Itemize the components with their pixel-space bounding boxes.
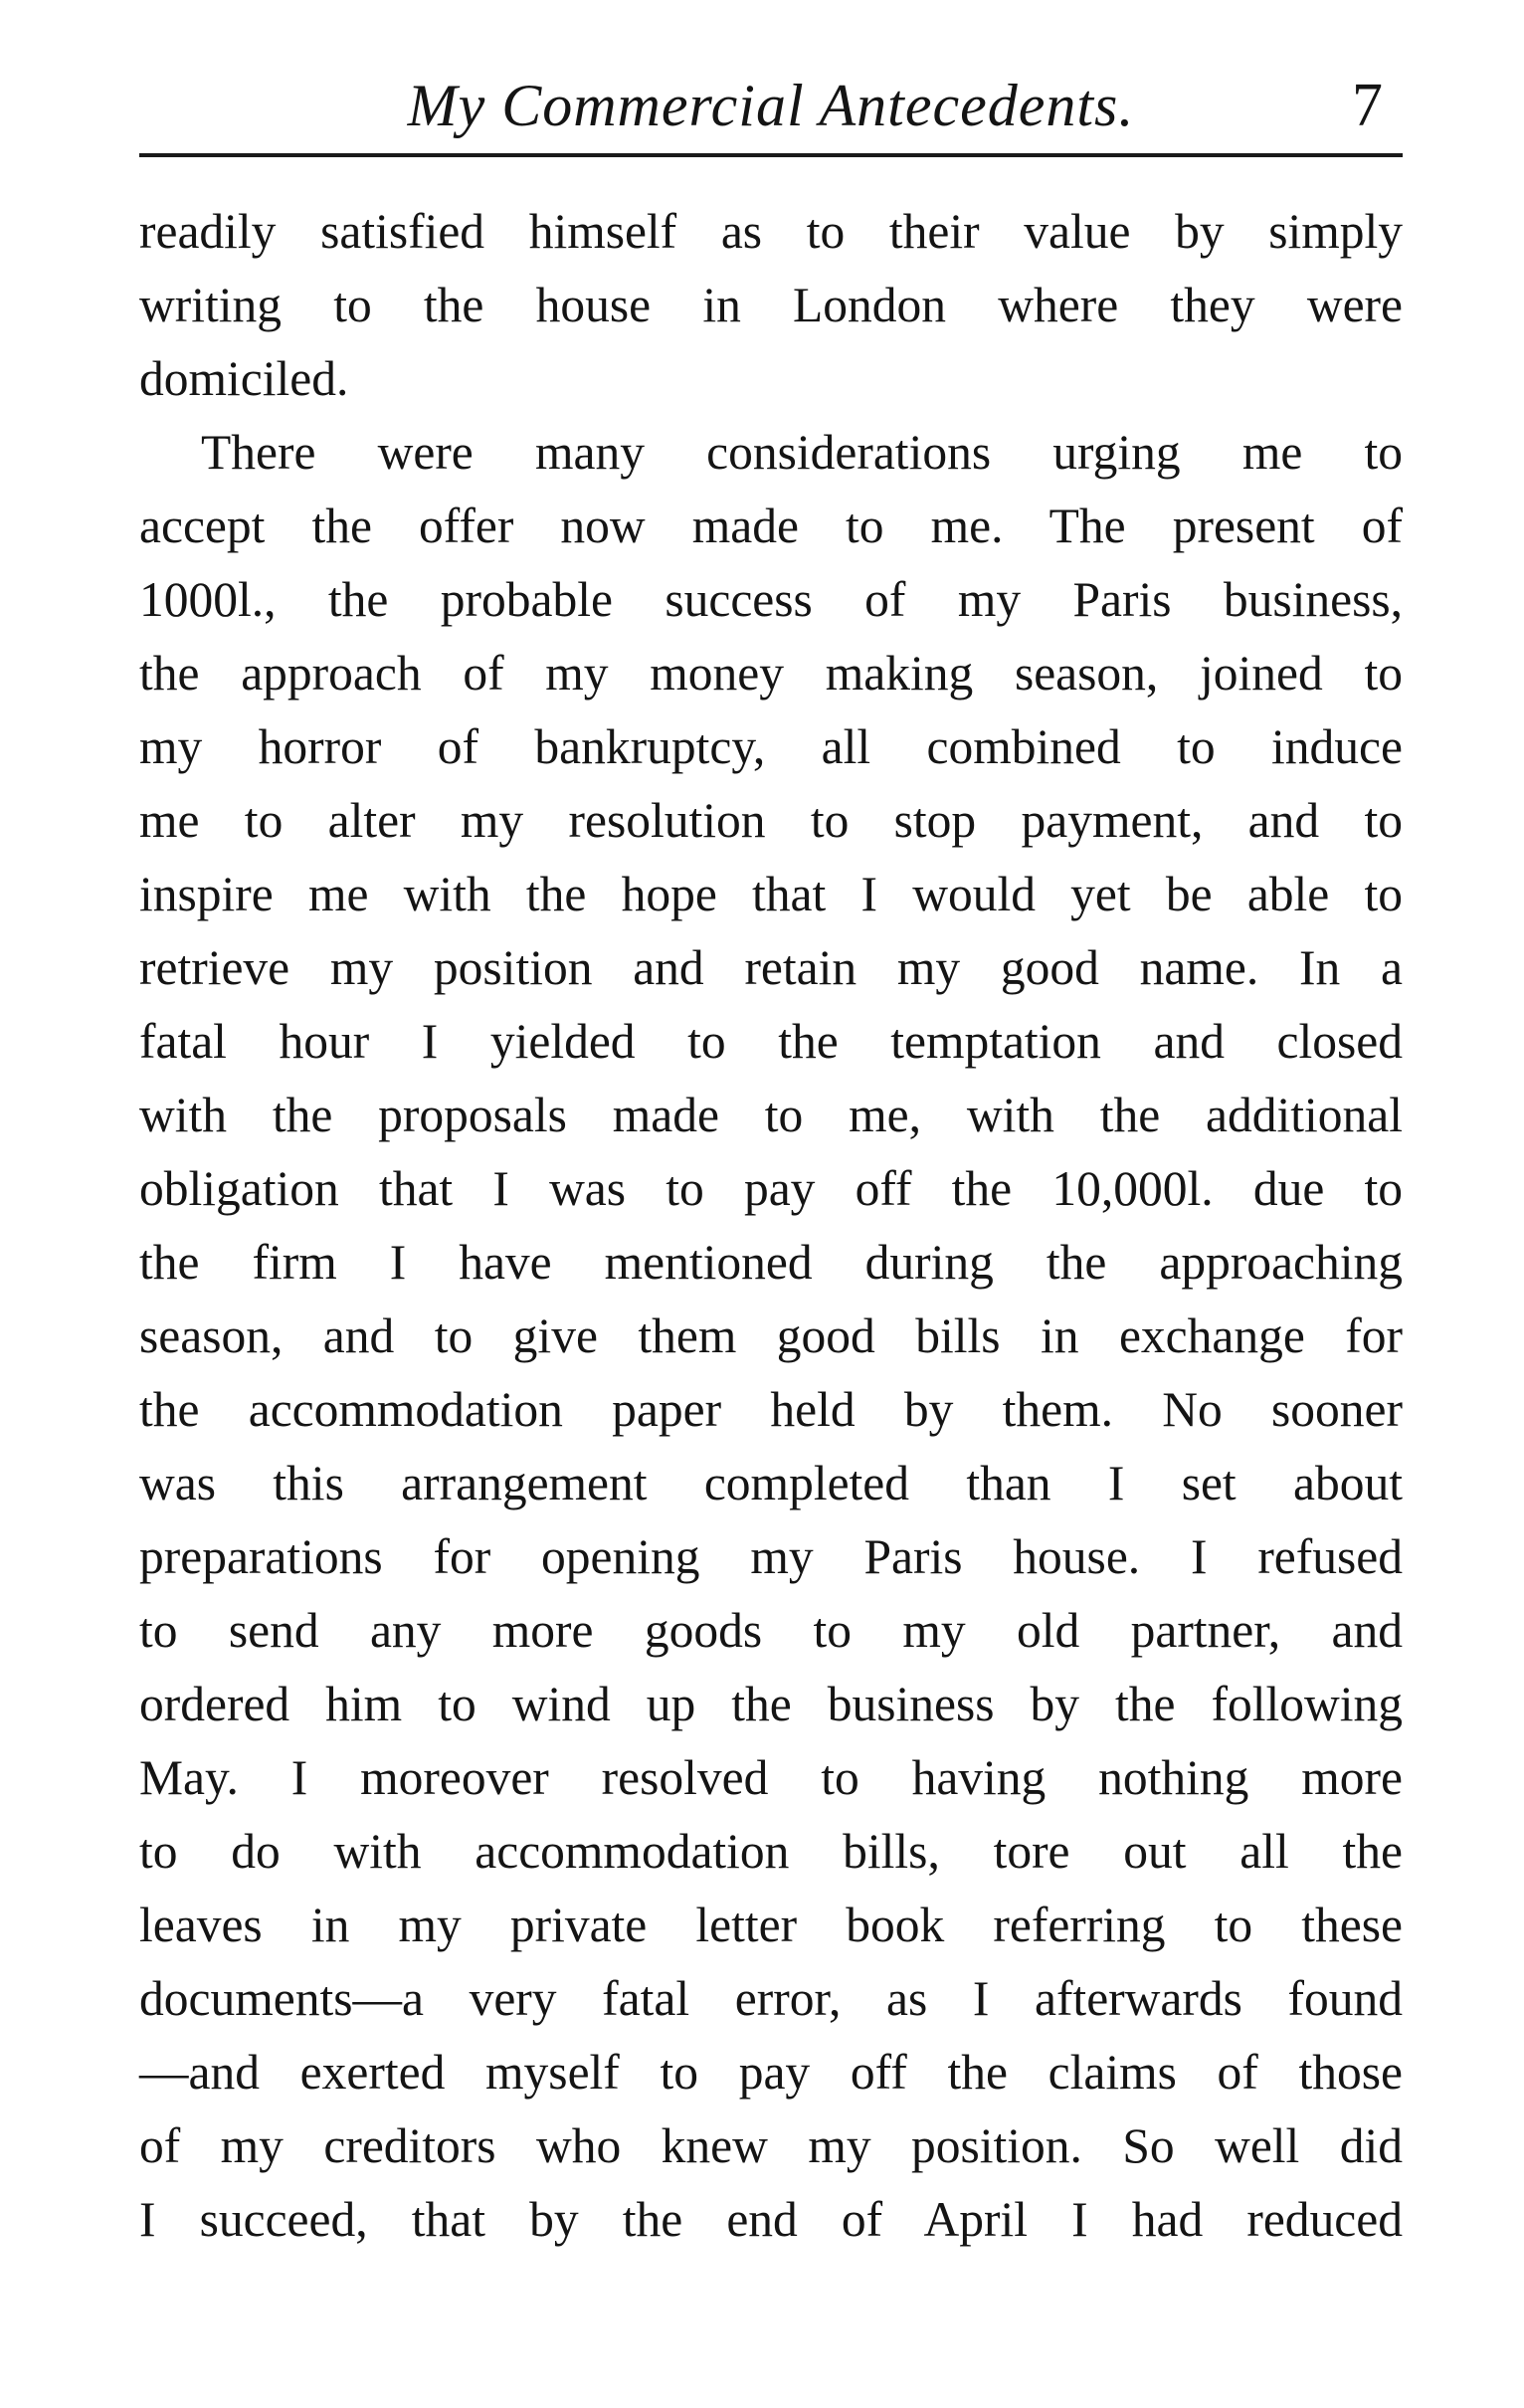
text-line: retrieve my position and retain my good name. In a [139,940,1403,995]
page-number: 7 [1352,72,1383,139]
paragraph-first-line: There were many considerations urging me to [201,425,1403,480]
text-line: 1000l., the probable success of my Paris business, [139,572,1403,627]
text-line: the accommodation paper held by them. No sooner [139,1382,1403,1437]
text-line: obligation that I was to pay off the 10,000l. due to [139,1161,1403,1216]
text-line: me to alter my resolution to stop payment, and to [139,793,1403,848]
text-line: domiciled. [139,351,349,406]
header-rule [139,153,1403,157]
running-head [139,66,1403,145]
text-line: readily satisfied himself as to their value by simply [139,204,1403,259]
text-line: inspire me with the hope that I would yet be able to [139,867,1403,921]
text-line: documents—a very fatal error, as I afterwards found [139,1971,1403,2026]
text-line: writing to the house in London where they were [139,278,1403,332]
text-line: I succeed, that by the end of April I had reduced [139,2192,1403,2247]
text-line: the approach of my money making season, joined to [139,646,1403,701]
text-line: season, and to give them good bills in exchange for [139,1308,1403,1363]
text-line: —and exerted myself to pay off the claims of those [139,2045,1403,2100]
text-line: my horror of bankruptcy, all combined to induce [139,719,1403,774]
text-line: fatal hour I yielded to the temptation and closed [139,1014,1403,1069]
body-text [139,195,1403,2257]
text-line: the firm I have mentioned during the approaching [139,1235,1403,1290]
text-line: preparations for opening my Paris house. I refused [139,1529,1403,1584]
text-line: with the proposals made to me, with the additional [139,1088,1403,1142]
text-line: to send any more goods to my old partner, and [139,1603,1403,1658]
text-line: was this arrangement completed than I set about [139,1456,1403,1510]
text-line: leaves in my private letter book referring to these [139,1898,1403,1952]
text-line: May. I moreover resolved to having nothing more [139,1750,1403,1805]
text-line: of my creditors who knew my position. So well did [139,2118,1403,2173]
text-line: to do with accommodation bills, tore out all the [139,1824,1403,1879]
text-line: ordered him to wind up the business by the following [139,1677,1403,1731]
text-line: accept the offer now made to me. The present of [139,499,1403,553]
running-title: My Commercial Antecedents. [407,73,1135,138]
